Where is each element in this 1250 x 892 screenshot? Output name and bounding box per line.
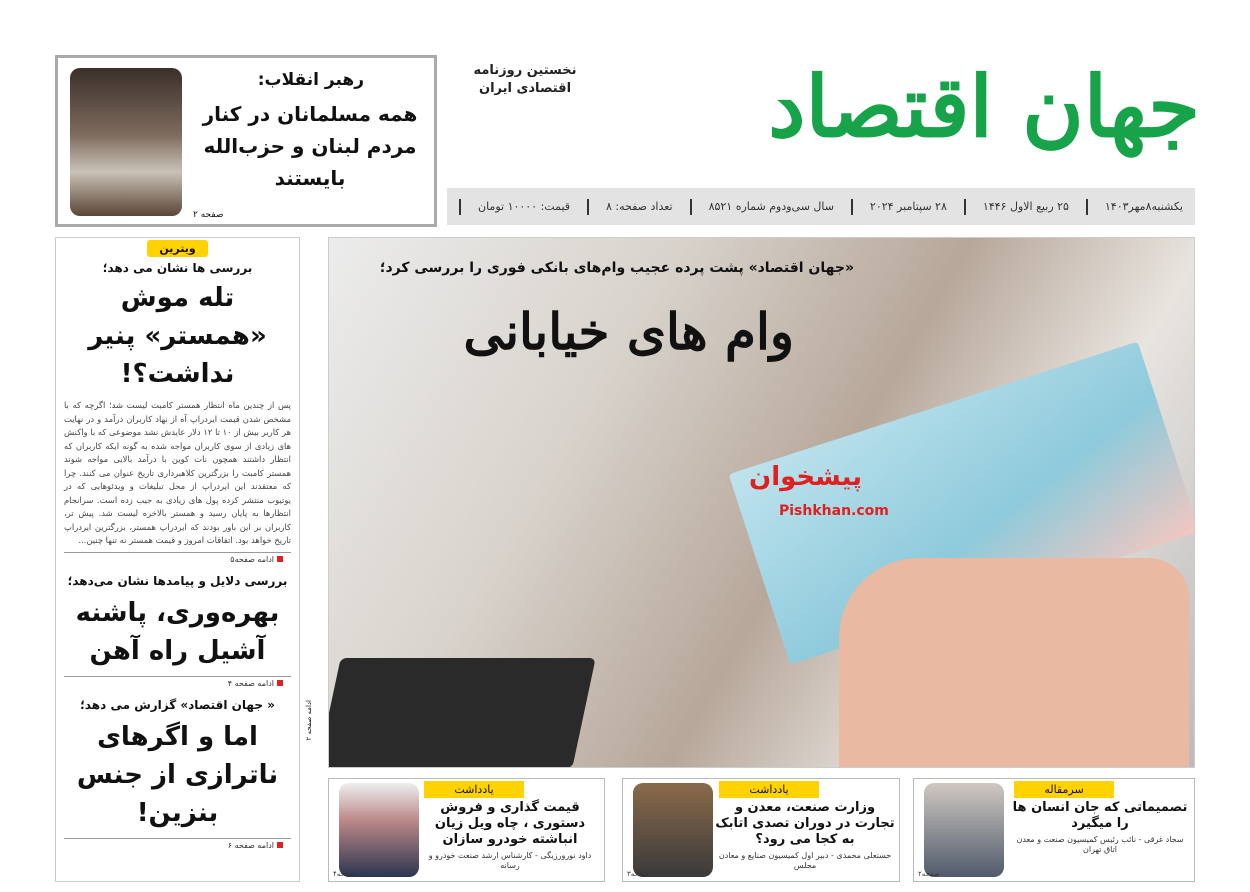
note-label: سرمقاله: [1014, 781, 1114, 798]
issue-info-bar: [447, 188, 1195, 225]
top-story-box[interactable]: [55, 55, 437, 227]
editorial-note[interactable]: [913, 778, 1195, 882]
page-count: تعداد صفحه: ۸: [606, 200, 673, 213]
top-story-continued: صفحه ۲: [193, 210, 224, 220]
note-2[interactable]: [622, 778, 900, 882]
issue-number: سال سی‌ودوم شماره ۸۵۲۱: [708, 200, 834, 213]
left-column: [55, 237, 300, 882]
story2-continued[interactable]: ادامه صفحه ۴: [64, 676, 291, 690]
story1-continued[interactable]: ادامه صفحه۵: [64, 552, 291, 566]
divider: [459, 199, 461, 215]
note-page: صفحه۳: [627, 870, 649, 878]
note-text: [420, 800, 600, 879]
date-shamsi: یکشنبه۸مهر۱۴۰۳: [1104, 200, 1183, 213]
divider: [851, 199, 853, 215]
note-title: تصمیماتی که جان انسان ها را میگیرد: [1012, 800, 1188, 831]
divider: [690, 199, 692, 215]
note-text: [715, 800, 895, 879]
main-story-continued[interactable]: ادامه صفحه ۲: [305, 700, 313, 741]
note-page: صفحه۲: [918, 870, 940, 878]
main-headline: وام های خیابانی: [463, 302, 794, 361]
note-author: حسنعلی محمدی - دبیر اول کمیسیون صنایع و معادن مجلس: [718, 851, 892, 870]
note-title: وزارت صنعت، معدن و تجارت در دوران تصدی اتابک به کجا می رود؟: [715, 800, 895, 847]
note-label: یادداشت: [719, 781, 819, 798]
author-photo: [924, 783, 1004, 877]
calculator-image: [328, 658, 596, 768]
top-story-kicker: رهبر انقلاب:: [257, 70, 364, 90]
section-badge: ویترین: [147, 240, 207, 257]
divider: [1086, 199, 1088, 215]
watermark-url: Pishkhan.com: [779, 503, 889, 519]
author-photo: [633, 783, 713, 877]
story3-headline[interactable]: اما و اگرهای ناترازی از جنس بنزین!: [76, 721, 279, 828]
note-text: [1010, 800, 1190, 879]
date-gregorian: ۲۸ سپتامبر ۲۰۲۴: [869, 200, 947, 213]
hand-image: [839, 558, 1189, 768]
note-title: قیمت گذاری و فروش دستوری ، چاه ویل زیان انباشته خودرو سازان: [434, 800, 586, 847]
note-author: سجاد غرقی - نائب رئیس کمیسیون صنعت و معدن اتاق تهران: [1016, 835, 1184, 854]
price: قیمت: ۱۰۰۰۰ تومان: [478, 200, 571, 213]
main-story[interactable]: [328, 237, 1195, 768]
divider: [587, 199, 589, 215]
story3-kicker: « جهان اقتصاد» گزارش می دهد؛: [80, 697, 275, 712]
story1-headline[interactable]: تله موش «همستر» پنیر نداشت؟!: [88, 283, 267, 389]
main-kicker: «جهان اقتصاد» پشت پرده عجیب وام‌های بانکی فوری را بررسی کرد؛: [379, 260, 854, 276]
story1-body: پس از چندین ماه انتظار همستر کامبت لیست شد؛ اگرچه که با مشخص شدن قیمت ایردراپ آه از نهاد کاربران درآمد و در نهایت هر کاربر بیش از ۱۰ تا ۱۲ دلار عایدش نشد موضوعی که با واکنش های زیادی از سوی کاربران مواجه شده به گونه ایکه کاربران که انتظار داشتند همچون نات کوین با درآمد بالایی مواجه شوند همستر کامبت را بزرگترین کلاهبرداری تاریخ عنوان می کنند. چرا که معتقدند این ایردراپ از محل تبلیغات و ویدئوهایی که در یوتیوب منتشر کرده پول های زیادی به جیب زده است. سرانجام انتظارها به پایان رسید و همستر بالاخره لیست شد. پیش تر، کاربران بر این باور بودند که ایردراپ همستر، بزرگترین ایردراپ تاریخ خواهد بود. اتفاقات امروز و قیمت همستر نه تنها چنین...: [64, 400, 291, 545]
divider: [964, 199, 966, 215]
story3-continued[interactable]: ادامه صفحه ۶: [64, 838, 291, 852]
note-3[interactable]: [328, 778, 605, 882]
newspaper-logo: جهان اقتصاد: [768, 57, 1200, 156]
story2-kicker: بررسی دلایل و پیامدها نشان می‌دهد؛: [67, 573, 288, 588]
story1-kicker: بررسی ها نشان می دهد؛: [102, 261, 253, 275]
top-story-headline: همه مسلمانان در کنار مردم لبنان و حزب‌الله بایستند: [202, 102, 418, 190]
note-page: صفحه۴: [333, 870, 355, 878]
watermark-logo: پیشخوان: [749, 462, 862, 492]
author-photo: [339, 783, 419, 877]
note-author: داود نورورزیگی - کارشناس ارشد صنعت خودرو و رسانه: [428, 851, 592, 870]
note-label: یادداشت: [424, 781, 524, 798]
story2-headline[interactable]: بهره‌وری، پاشنه آشیل راه آهن: [75, 597, 280, 666]
date-hijri: ۲۵ ربیع الاول ۱۴۴۶: [982, 200, 1069, 213]
leader-photo: [70, 68, 182, 216]
tagline: نخستین روزنامه اقتصادی ایران: [473, 63, 577, 96]
